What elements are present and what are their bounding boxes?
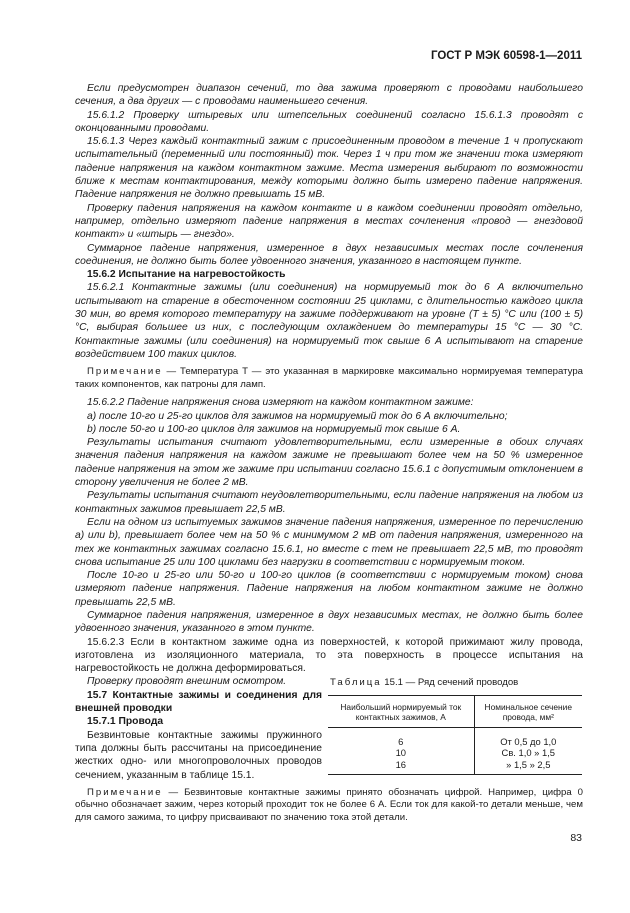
cell-section: Св. 1,0 » 1,5: [474, 747, 582, 759]
table-caption-text: 15.1 — Ряд сечений проводов: [384, 677, 519, 689]
paragraph: Суммарное падение напряжения, измеренное в двух независимых местах после сочленения соединения, не должно быть более удвоенного значения, указанного в настоящем пункте.: [75, 242, 583, 267]
list-item: a) после 10-го и 25-го циклов для зажимов на нормируемый ток до 6 А включительно;: [87, 410, 508, 422]
table-caption-label: Таблица: [330, 677, 382, 689]
paragraph: Результаты испытания считают неудовлетворительными, если падение напряжения на любом из контактных зажимов превышает 22,5 мВ.: [75, 490, 583, 515]
paragraph: Проверку проводят внешним осмотром.: [87, 676, 287, 688]
table-block: [328, 675, 583, 775]
note-label: Примечание: [87, 366, 163, 378]
note-label: Примечание: [87, 786, 163, 798]
paragraph: Суммарное падения напряжения, измеренное в двух независимых местах, не должно быть более удвоенного значения, указанного в этом пункте.: [75, 609, 583, 635]
cell-section: » 1,5 » 2,5: [474, 759, 582, 775]
cell-current: 16: [328, 759, 474, 775]
paragraph: 15.6.2.3 Если в контактном зажиме одна из поверхностей, к которой прижимают жилу провода, изготовлена из изоляционного материала, то эта поверхность в процессе испытания на нагревостойкость не должна деформироваться.: [75, 636, 583, 675]
cell-current: 6: [398, 735, 404, 747]
list-item: b) после 50-го и 100-го циклов для зажимов на нормируемый ток свыше 6 А.: [87, 423, 461, 435]
table-header-current: Наибольший нормируемый ток контактных зажимов, А: [328, 695, 474, 727]
note: [75, 366, 583, 391]
subsection-heading: 15.7.1 Провода: [87, 716, 164, 728]
split-section: [75, 675, 583, 781]
sections-table: [328, 695, 582, 776]
table-header-section: Номинальное сечение провода, мм²: [474, 695, 582, 727]
note: [75, 787, 583, 825]
left-column: [75, 675, 322, 781]
paragraph: Если предусмотрен диапазон сечений, то два зажима проверяют с проводами наибольшего сечения, а два других — с проводами наименьшего сечения.: [75, 83, 583, 108]
paragraph: 15.6.2.1 Контактные зажимы (или соединения) на нормируемый ток до 6 А включительно испытывают на старение в обесточенном состоянии 25 циклами, с длительностью каждого цикла 30 мин, во время которого температуру на зажиме поддерживают на уровне (T ± 5) °С или (100 ± 5) °С, выбирая большее из них, с последующим охлаждением до температуры 15 °С — 30 °С. Контактные зажимы (или соединения) на нормируемый ток свыше 6 А испытывают на старение воздействием 100 таких циклов.: [75, 282, 583, 360]
note-text: — Температура T — это указанная в маркировке максимально нормируемая температура таких компонентов, как патроны для ламп.: [75, 366, 583, 390]
table-caption: [330, 676, 583, 689]
paragraph: 15.6.2.2 Падение напряжения снова измеряют на каждом контактном зажиме:: [87, 397, 474, 409]
paragraph: Если на одном из испытуемых зажимов значение падения напряжения, измеренное по перечислению а) или b), превышает более чем на 50 % с минимумом 2 мВ от падения напряжения, измеренного на тех же контактных зажимах согласно 15.6.1, но вместе с тем не превышает 22,5 мВ, то проводят снова испытание 25 или 100 циклами без нагрузки в соответствии с нормируемым током.: [75, 516, 583, 568]
table-row: [328, 727, 582, 747]
section-heading: 15.6.2 Испытание на нагревостойкость: [87, 269, 286, 281]
page-body: [75, 82, 583, 829]
cell-section: От 0,5 до 1,0: [474, 727, 582, 747]
paragraph: Проверку падения напряжения на каждом контакте и в каждом соединении проводят отдельно, например, отдельно измеряют падение напряжения в местах сочленения «провод — гнездовой контакт» и «штырь — гнездо».: [75, 202, 583, 241]
section-heading: 15.7 Контактные зажимы и соединения для внешней проводки: [75, 689, 322, 715]
paragraph: После 10-го и 25-го или 50-го и 100-го циклов (в соответствии с нормируемым током) снова измеряют падение напряжения. Падение напряжения на любом контактном зажиме не должно превышать 22,5 мВ.: [75, 570, 583, 608]
note-text: — Безвинтовые контактные зажимы принято обозначать цифрой. Например, цифра 0 обычно обозначает зажим, через который проходит ток не более 6 А. Если ток для какой-то детали меньше, чем для самого зажима, то цифру присваивают по значению тока этой детали.: [75, 786, 583, 823]
paragraph: Результаты испытания считают удовлетворительными, если измеренные в обоих случаях значения падения напряжения на каждом зажиме не превышают более чем на 50 % измеренное падение напряжения на этом же зажиме при испытании согласно 15.6.1 с допустимым отклонением в сторону увеличения не более 2 мВ.: [75, 437, 583, 489]
document-header: ГОСТ Р МЭК 60598-1—2011: [430, 50, 582, 62]
paragraph: 15.6.1.3 Через каждый контактный зажим с присоединенным проводом в течение 1 ч пропускают испытательный (переменный или постоянный) ток. Через 1 ч при том же значении тока измеряют падение напряжения на каждом контактном зажиме. Места измерения выбирают по возможности ближе к местам контактирования, между которыми должно быть измерено падение напряжения. Падение напряжения не должно превышать 15 мВ.: [75, 136, 583, 201]
paragraph: Безвинтовые контактные зажимы пружинного типа должны быть рассчитаны на присоединение жестких одно- или многопроволочных проводов сечением, указанным в таблице 15.1.: [75, 729, 322, 781]
page-number: 83: [570, 832, 582, 844]
table-row: [328, 759, 582, 775]
table-row: [328, 747, 582, 759]
paragraph: 15.6.1.2 Проверку штыревых или штепсельных соединений согласно 15.6.1.3 проводят с оконцованными проводами.: [75, 109, 583, 134]
cell-current: 10: [395, 747, 406, 759]
